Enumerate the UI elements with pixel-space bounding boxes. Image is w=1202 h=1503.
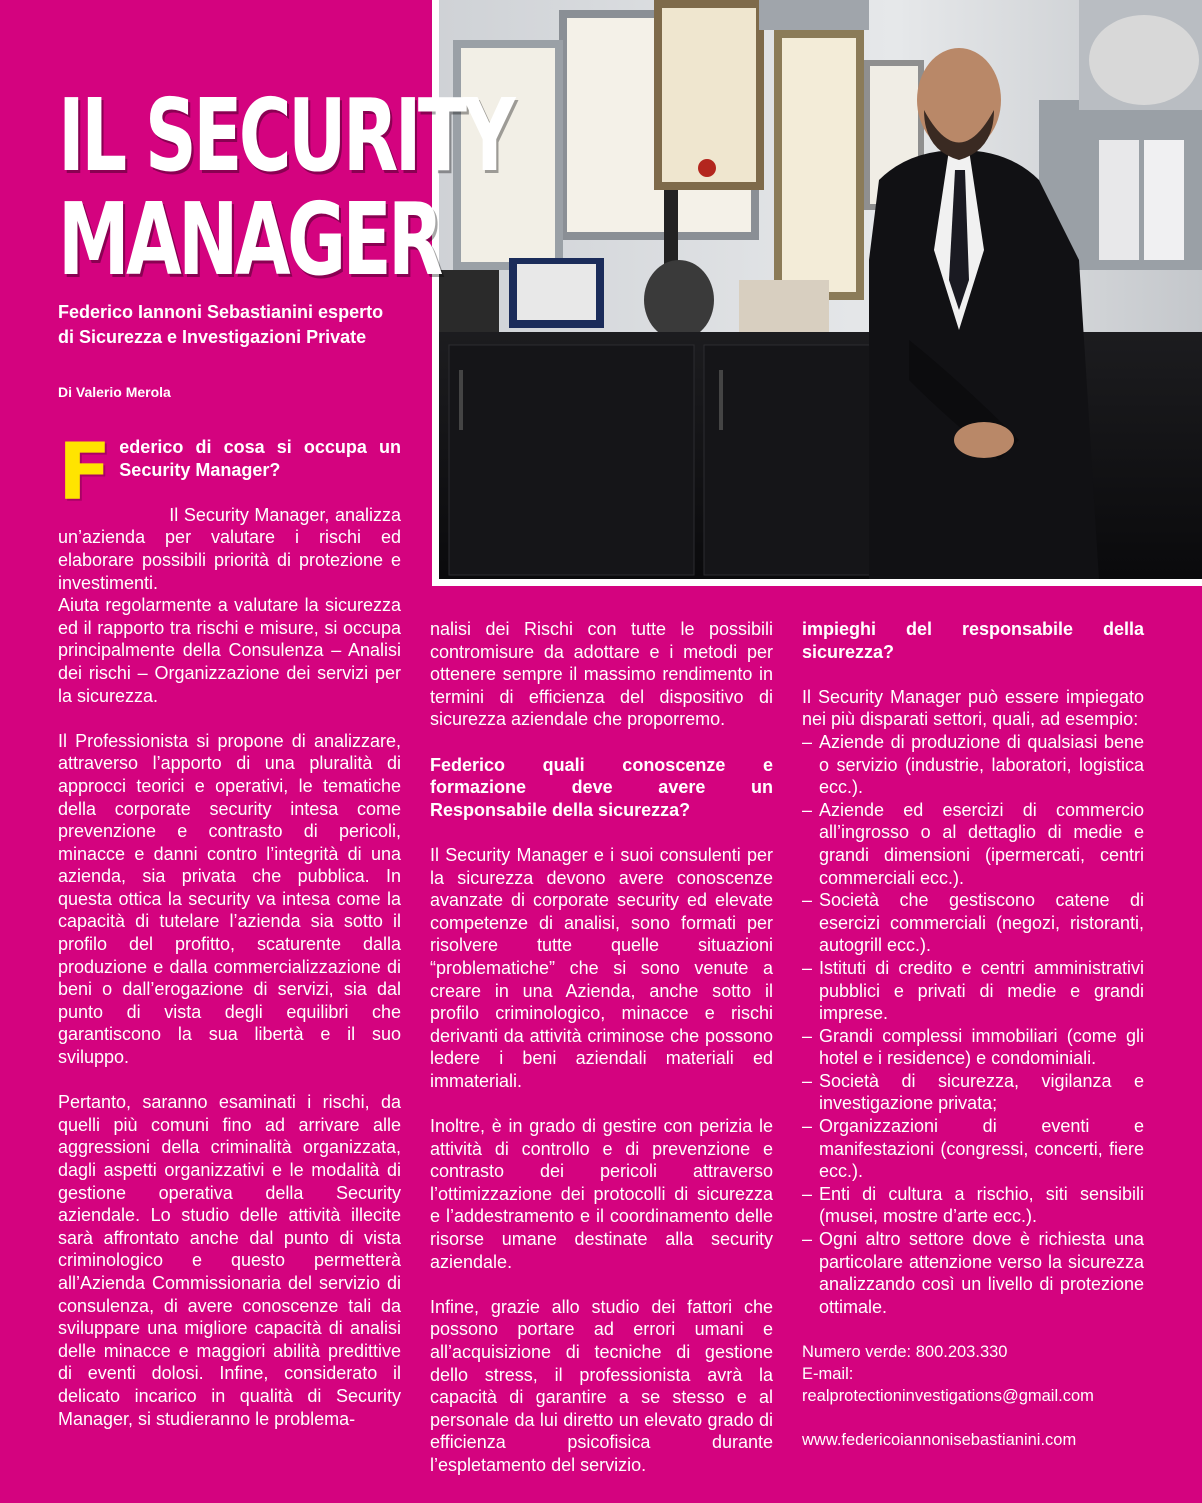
title-line-1: IL SECURITY: [58, 77, 512, 194]
paragraph: Pertanto, saranno esaminati i rischi, da quelli più comuni fino ad arrivare alle aggressioni della criminalità organizzata, dagli aspetti organizzativi e le modalità di gestione operativa della Security aziendale. Lo studio delle attività illecite sarà affrontato anche dal punto di vista criminologico e questo permetterà all’Azienda Commissionaria del servizio di consulenza, di avere conoscenze tali da sviluppare una migliore capacità di analisi delle minacce e maggiori abilità predittive di eventi dolosi. Infine, considerato il delicato incarico in qualità di Security Manager, si studieranno le problema-: [58, 1092, 401, 1429]
paragraph: Il Professionista si propone di analizzare, attraverso l’apporto di una pluralità di approcci teorici e operativi, le tematiche della corporate security intesa come prevenzione e contrasto di pericoli, minacce e danni contro l’integrità di una azienda, sia privata che pubblica. In questa ottica la security va intesa come la capacità di tutelare l’azienda sia sotto il profilo del profitto, scaturente dalla produzione e dalla commercializzazione di beni o dall’erogazione di servizi, sia dal punto di vista degli equilibri che garantiscono la sua libertà e il suo sviluppo.: [58, 730, 401, 1068]
paragraph: Il Security Manager e i suoi consulenti per la sicurezza devono avere conoscenze avanzate di corporate security ed elevate competenze di analisi, sono formati per risolvere tutte quelle situazioni “problematiche” che si sono venute a creare in una Azienda, anche sotto il profilo criminologico, minacce e rischi derivanti da attività criminose che possono ledere i beni aziendali materiali ed immateriali.: [430, 844, 773, 1091]
list-item: – Enti di cultura a rischio, siti sensibili (musei, mostre d’arte ecc.).: [802, 1183, 1144, 1228]
title-line-2: MANAGER: [58, 181, 440, 298]
question-3: impieghi del responsabile della sicurezza?: [802, 619, 1144, 662]
email-link[interactable]: realprotectioninvestigations@gmail.com: [802, 1387, 1094, 1405]
email-label: E-mail:: [802, 1365, 854, 1383]
byline: Di Valerio Merola: [58, 384, 171, 400]
contact-block: [802, 1341, 1144, 1451]
article-subtitle: Federico Iannoni Sebastianini esperto di Sicurezza e Investigazioni Private: [58, 302, 384, 347]
paragraph: nalisi dei Rischi con tutte le possibili contromisure da adottare e i metodi per ottenere sempre il massimo rendimento in termini di efficienza del dispositivo di sicurezza aziendale che proporremo.: [430, 619, 773, 730]
list-item: – Grandi complessi immobiliari (come gli hotel e i residence) e condominiali.: [802, 1025, 1144, 1070]
article-title: [58, 77, 512, 298]
list-item: – Ogni altro settore dove è richiesta una particolare attenzione verso la sicurezza analizzando così un livello di protezione ottimale.: [802, 1228, 1144, 1318]
question-1: [58, 428, 401, 518]
list-item: – Società di sicurezza, vigilanza e investigazione privata;: [802, 1070, 1144, 1115]
question-1-text: ederico di cosa si occupa un Security Manager?: [119, 437, 401, 480]
list-item: – Aziende di produzione di qualsiasi bene o servizio (industrie, laboratori, logistica ecc.).: [802, 731, 1144, 799]
drop-cap: F: [58, 428, 112, 518]
list-item: – Istituti di credito e centri amministrativi pubblici e privati di medie e grandi imprese.: [802, 957, 1144, 1025]
cover-photo: [432, 0, 1202, 586]
question-2: Federico quali conoscenze e formazione deve avere un Responsabile della sicurezza?: [430, 754, 773, 820]
column-2: [430, 618, 773, 1499]
paragraph: Infine, grazie allo studio dei fattori che possono portare ad errori umani e all’acquisizione di tecniche di gestione dello stress, il professionista avrà la capacità di garantire a se stesso e al personale da lui diretto un elevato grado di efficienza psicofisica durante l’espletamento del servizio.: [430, 1296, 773, 1475]
paragraph: Inoltre, è in grado di gestire con perizia le attività di controllo e di prevenzione e contrasto dei pericoli attraverso l’ottimizzazione dei protocolli di sicurezza e l’addestramento e il coordinamento delle risorse umane destinate alla security aziendale.: [430, 1116, 773, 1272]
paragraph: Il Security Manager, analizza un’azienda per valutare i rischi ed elaborare possibili priorità di protezione e investimenti.: [58, 504, 401, 593]
list-item: – Organizzazioni di eventi e manifestazioni (congressi, concerti, fiere ecc.).: [802, 1115, 1144, 1183]
paragraph: Aiuta regolarmente a valutare la sicurezza ed il rapporto tra rischi e misure, si occupa principalmente della Consulenza – Analisi dei rischi – Organizzazione dei servizi per la sicurezza.: [58, 595, 401, 706]
column-1: [58, 428, 401, 1453]
website-link[interactable]: www.federicoiannonisebastianini.com: [802, 1431, 1077, 1449]
column-3: [802, 618, 1144, 1451]
phone-number: Numero verde: 800.203.330: [802, 1343, 1008, 1361]
photo-illustration: [439, 0, 1202, 579]
list-item: – Società che gestiscono catene di esercizi commerciali (negozi, ristoranti, autogrill ecc.).: [802, 889, 1144, 957]
sectors-list: [802, 731, 1144, 1318]
list-item: – Aziende ed esercizi di commercio all’ingrosso o al dettaglio di medie e grandi dimensioni (ipermercati, centri commerciali ecc.).: [802, 799, 1144, 889]
paragraph: Il Security Manager può essere impiegato nei più disparati settori, quali, ad esempio:: [802, 686, 1144, 730]
photo-office-portrait: [439, 0, 1202, 579]
